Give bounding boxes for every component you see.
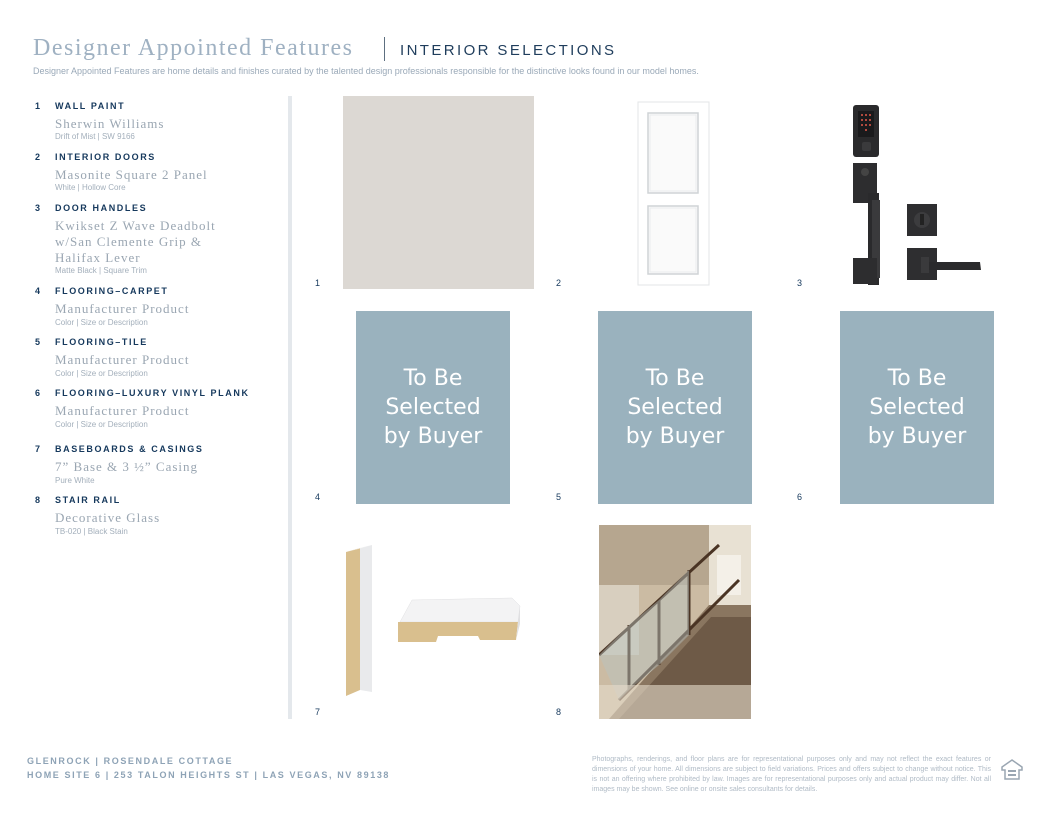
disclaimer-text: Photographs, renderings, and floor plans are for representational purposes only and may not reflect the exact features or dimensions of your home. All dimensions are subject to field variations. Prices and offers subject to change without notice. This is not an offering where prohibited by law. Images are for representational purposes only and actual product may differ. Not all images may be shown. See online or onsite sales consultants for details. xyxy=(592,756,991,793)
selection-detail: Drift of Mist | SW 9166 xyxy=(55,132,135,141)
selection-product: Manufacturer Product xyxy=(55,352,190,367)
paint-swatch xyxy=(343,96,534,289)
selection-number: 4 xyxy=(35,286,41,296)
grid-label: 2 xyxy=(556,278,562,288)
community-name: GLENROCK | ROSENDALE COTTAGE xyxy=(27,756,234,766)
door-image xyxy=(635,100,713,288)
selection-detail: Color | Size or Description xyxy=(55,318,148,327)
selection-category: FLOORING–CARPET xyxy=(55,286,169,296)
page-title: Designer Appointed Features xyxy=(33,35,354,61)
selection-product: Manufacturer Product xyxy=(55,301,190,316)
grid-label: 6 xyxy=(797,492,803,502)
selection-product: Manufacturer Product xyxy=(55,403,190,418)
baseboard-casing-image xyxy=(340,540,530,705)
column-divider xyxy=(288,96,292,719)
selection-number: 5 xyxy=(35,337,41,347)
grid-label: 3 xyxy=(797,278,803,288)
selection-category: STAIR RAIL xyxy=(55,495,121,505)
door-handle-image xyxy=(845,100,995,290)
selection-product: Sherwin Williams xyxy=(55,116,165,131)
selection-product: Masonite Square 2 Panel xyxy=(55,167,208,182)
page-subtitle: INTERIOR SELECTIONS xyxy=(400,42,617,59)
selection-category: DOOR HANDLES xyxy=(55,203,148,213)
intro-text: Designer Appointed Features are home details and finishes curated by the talented design professionals responsible for the distinctive looks found in our model homes. xyxy=(33,66,699,76)
to-be-selected-tile: To Be Selected by Buyer xyxy=(840,311,994,504)
selection-product: Decorative Glass xyxy=(55,510,161,525)
to-be-selected-tile: To Be Selected by Buyer xyxy=(356,311,510,504)
selection-detail: Color | Size or Description xyxy=(55,369,148,378)
selection-detail: Color | Size or Description xyxy=(55,420,148,429)
selection-category: INTERIOR DOORS xyxy=(55,152,156,162)
selection-category: FLOORING–TILE xyxy=(55,337,148,347)
selection-number: 1 xyxy=(35,101,41,111)
selection-detail: Matte Black | Square Trim xyxy=(55,266,147,275)
selection-number: 7 xyxy=(35,444,41,454)
selection-number: 8 xyxy=(35,495,41,505)
to-be-selected-tile: To Be Selected by Buyer xyxy=(598,311,752,504)
selection-category: BASEBOARDS & CASINGS xyxy=(55,444,204,454)
grid-label: 7 xyxy=(315,707,321,717)
selection-product: 7” Base & 3 ½” Casing xyxy=(55,459,199,474)
equal-housing-icon xyxy=(1000,758,1024,782)
selection-detail: TB-020 | Black Stain xyxy=(55,527,128,536)
stair-rail-image xyxy=(599,525,751,719)
selection-category: WALL PAINT xyxy=(55,101,126,111)
grid-label: 1 xyxy=(315,278,321,288)
selection-number: 6 xyxy=(35,388,41,398)
selection-detail: White | Hollow Core xyxy=(55,183,126,192)
selection-number: 2 xyxy=(35,152,41,162)
grid-label: 4 xyxy=(315,492,321,502)
selection-number: 3 xyxy=(35,203,41,213)
selection-category: FLOORING–LUXURY VINYL PLANK xyxy=(55,388,250,398)
home-site-address: HOME SITE 6 | 253 TALON HEIGHTS ST | LAS VEGAS, NV 89138 xyxy=(27,770,391,780)
selection-product: Kwikset Z Wave Deadbolt w/San Clemente Grip & Halifax Lever xyxy=(55,218,216,265)
selection-detail: Pure White xyxy=(55,476,95,485)
grid-label: 5 xyxy=(556,492,562,502)
grid-label: 8 xyxy=(556,707,562,717)
title-divider xyxy=(384,37,385,61)
